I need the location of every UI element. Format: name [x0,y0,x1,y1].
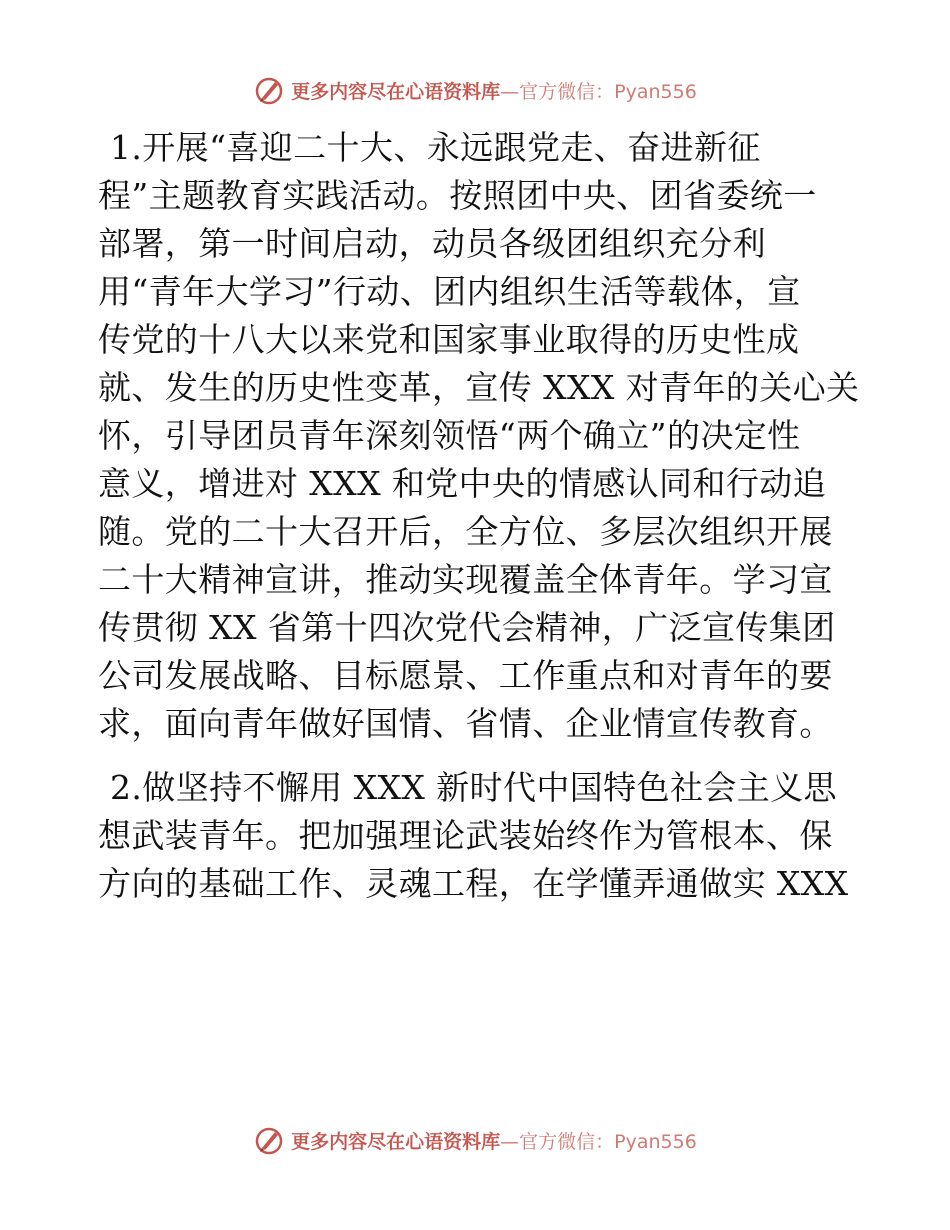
paragraph-line: 用“青年大学习”行动、团内组织生活等载体，宣 [98,272,801,311]
paragraph-line: 求，面向青年做好国情、省情、企业情宣传教育。 [98,704,833,743]
paragraph-line: 想武装青年。把加强理论武装始终作为管根本、保 [98,816,833,855]
paragraph-line: 怀，引导团员青年深刻领悟“两个确立”的决定性 [98,416,801,455]
paragraph-line: 二十大精神宣讲，推动实现覆盖全体青年。学习宣 [98,560,833,599]
paragraph-line: 意义，增进对 XXX 和党中央的情感认同和行动追 [98,464,827,503]
document-body [98,124,860,908]
paragraph-line: 传贯彻 XX 省第十四次党代会精神，广泛宣传集团 [98,608,836,647]
header-watermark-main: 更多内容尽在心语资料库 [291,80,501,103]
paragraph-line: 2.做坚持不懈用 XXX 新时代中国特色社会主义思 [110,768,837,807]
paragraph-line: 程”主题教育实践活动。按照团中央、团省委统一 [98,176,817,215]
header-watermark-text [291,77,697,104]
quill-logo-icon [253,1124,285,1156]
paragraph-line: 随。党的二十大召开后，全方位、多层次组织开展 [98,512,833,551]
header-watermark-banner [0,70,950,110]
footer-watermark-text [291,1127,697,1154]
paragraph-line: 方向的基础工作、灵魂工程，在学懂弄通做实 XXX [98,864,849,903]
quill-logo-icon [253,74,285,106]
footer-watermark-sub: —官方微信：Pyan556 [500,1130,697,1153]
paragraph-line: 部署，第一时间启动，动员各级团组织充分利 [98,224,766,263]
header-watermark-sub: —官方微信：Pyan556 [500,80,697,103]
paragraph-1 [98,124,860,748]
paragraph-line: 就、发生的历史性变革，宣传 XXX 对青年的关心关 [98,368,860,407]
paragraph-line: 1.开展“喜迎二十大、永远跟党走、奋进新征 [110,128,761,167]
paragraph-line: 传党的十八大以来党和国家事业取得的历史性成 [98,320,800,359]
paragraph-2 [98,764,850,908]
footer-watermark-banner [0,1120,950,1160]
paragraph-line: 公司发展战略、目标愿景、工作重点和对青年的要 [98,656,833,695]
footer-watermark-main: 更多内容尽在心语资料库 [291,1130,501,1153]
